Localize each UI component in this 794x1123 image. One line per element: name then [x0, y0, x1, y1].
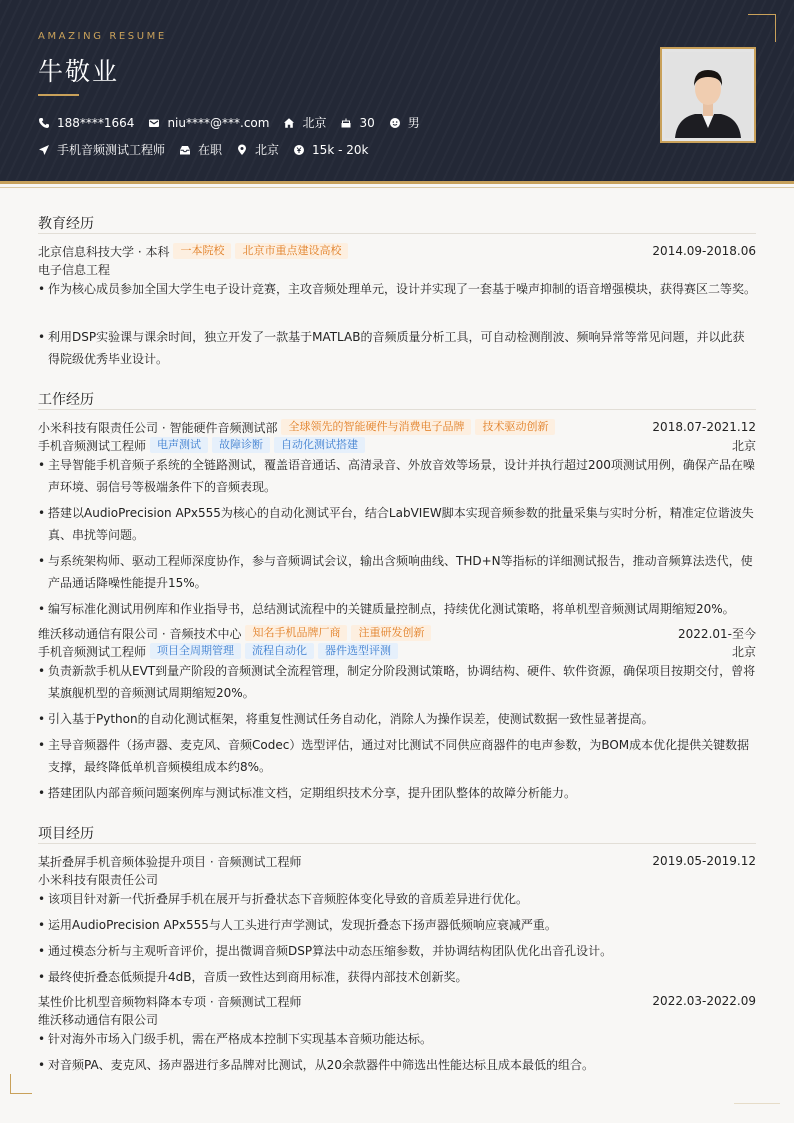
school-tag: 一本院校 [173, 243, 231, 259]
company-tag: 注重研发创新 [351, 625, 431, 641]
gender-face-icon [389, 117, 401, 129]
salary-item [293, 143, 368, 157]
section-title-work: 工作经历 [38, 392, 94, 408]
position-text: 手机音频测试工程师 [57, 143, 166, 157]
home-icon [283, 117, 295, 129]
money-icon [293, 144, 305, 156]
list-item: • 运用AudioPrecision APx555与人工头进行声学测试，发现折叠态下扬声器低频响应衰减严重。 [38, 914, 756, 936]
project-org-row [38, 870, 756, 888]
job-location: 北京 [731, 644, 756, 659]
education-header-row [38, 242, 756, 260]
list-item: • 编写标准化测试用例库和作业指导书，总结测试流程中的关键质量控制点，持续优化测试策略，将单机型音频测试周期缩短20%。 [38, 598, 756, 620]
list-item: • 最终使折叠态低频提升4dB，音质一致性达到商用标准，获得内部技术创新奖。 [38, 966, 756, 988]
company-tag: 知名手机品牌厂商 [245, 625, 347, 641]
project-org: 小米科技有限责任公司 [38, 872, 159, 887]
skill-tag: 项目全周期管理 [150, 643, 241, 659]
project-header-row [38, 992, 756, 1010]
section-rule [38, 843, 756, 844]
company-name: 维沃移动通信有限公司 · 音频技术中心 [38, 626, 242, 641]
age-item [340, 116, 374, 130]
footer-rule [734, 1103, 780, 1104]
job-period: 2022.01-至今 [678, 626, 756, 641]
school-tag: 北京市重点建设高校 [235, 243, 348, 259]
project-header-row [38, 852, 756, 870]
job-location: 北京 [731, 438, 756, 453]
location-pin-icon [236, 144, 248, 156]
job-period: 2018.07-2021.12 [652, 420, 756, 434]
list-item: • 针对海外市场入门级手机，需在严格成本控制下实现基本音频功能达标。 [38, 1028, 756, 1050]
skill-tag: 故障诊断 [212, 437, 270, 453]
list-item: • 作为核心成员参加全国大学生电子设计竞赛，主攻音频处理单元，设计并实现了一套基于噪声抑制的语音增强模块，获得赛区二等奖。 [38, 278, 756, 300]
contact-row [38, 114, 434, 131]
skill-tag: 电声测试 [150, 437, 208, 453]
project-name: 某性价比机型音频物料降本专项 · 音频测试工程师 [38, 994, 302, 1009]
salary-text: 15k - 20k [312, 142, 369, 157]
section-rule [38, 409, 756, 410]
phone-item [38, 116, 134, 130]
section-title-projects: 项目经历 [38, 826, 94, 842]
company-name: 小米科技有限责任公司 · 智能硬件音频测试部 [38, 420, 278, 435]
project-org: 维沃移动通信有限公司 [38, 1012, 159, 1027]
mail-icon [148, 117, 160, 129]
job-header-row [38, 418, 756, 436]
position-item [38, 141, 165, 158]
inbox-icon [179, 144, 191, 156]
list-item: • 主导音频器件（扬声器、麦克风、音频Codec）选型评估，通过对比测试不同供应商器件的电声参数，为BOM成本优化提供关键数据支撑，最终降低单机音频模组成本约8%。 [38, 734, 756, 778]
project-org-row [38, 1010, 756, 1028]
status-item [179, 141, 222, 158]
section-title-education: 教育经历 [38, 216, 94, 232]
list-item: • 该项目针对新一代折叠屏手机在展开与折叠状态下音频腔体变化导致的音质差异进行优化。 [38, 888, 756, 910]
resume-header [0, 0, 794, 184]
email-item [148, 116, 269, 130]
list-item: • 与系统架构师、驱动工程师深度协作，参与音频调试会议，输出含频响曲线、THD+N等指标的详细测试报告，推动音频算法迭代，使产品通话降噪性能提升15%。 [38, 550, 756, 594]
candidate-name: 牛敬业 [38, 57, 120, 86]
skill-tag: 自动化测试搭建 [274, 437, 365, 453]
project-period: 2022.03-2022.09 [652, 994, 756, 1008]
list-item: • 通过模态分析与主观听音评价，提出微调音频DSP算法中动态压缩参数，并协调结构团队优化出音孔设计。 [38, 940, 756, 962]
major-name: 电子信息工程 [38, 262, 111, 277]
project-name: 某折叠屏手机音频体验提升项目 · 音频测试工程师 [38, 854, 302, 869]
city-text: 北京 [302, 116, 327, 130]
section-rule [38, 233, 756, 234]
major-row [38, 260, 756, 278]
email-text: niu****@***.com [167, 115, 270, 130]
phone-text: 188****1664 [57, 115, 135, 130]
city-item [283, 114, 326, 131]
name-underline [38, 94, 79, 96]
school-name: 北京信息科技大学 · 本科 [38, 244, 170, 259]
gender-text: 男 [407, 116, 420, 130]
project-period: 2019.05-2019.12 [652, 854, 756, 868]
job-header-row [38, 624, 756, 642]
portrait-image [665, 52, 751, 138]
target-city-text: 北京 [255, 143, 280, 157]
phone-icon [38, 117, 50, 129]
job-intent-row [38, 141, 382, 158]
list-item: • 主导智能手机音频子系统的全链路测试，覆盖语音通话、高清录音、外放音效等场景，设计并执行超过200项测试用例，确保产品在噪声环境、弱信号等极端条件下的音频表现。 [38, 454, 756, 498]
job-role: 手机音频测试工程师 [38, 438, 147, 453]
header-eyebrow: AMAZING RESUME [38, 31, 167, 42]
list-item: • 引入基于Python的自动化测试框架，将重复性测试任务自动化，消除人为操作误差，使测试数据一致性显著提高。 [38, 708, 756, 730]
list-item: • 负责新款手机从EVT到量产阶段的音频测试全流程管理，制定分阶段测试策略，协调结构、硬件、软件资源，确保项目按期交付，曾将某旗舰机型的音频测试周期缩短20%。 [38, 660, 756, 704]
list-item: • 搭建以AudioPrecision APx555为核心的自动化测试平台，结合LabVIEW脚本实现音频参数的批量采集与实时分析，精准定位谐波失真、串扰等问题。 [38, 502, 756, 546]
skill-tag: 器件选型评测 [318, 643, 398, 659]
send-icon [38, 144, 50, 156]
corner-ornament [748, 14, 776, 42]
cake-icon [340, 117, 352, 129]
company-tag: 全球领先的智能硬件与消费电子品牌 [281, 419, 471, 435]
profile-photo [660, 47, 756, 143]
gender-item [389, 114, 420, 131]
job-role-row [38, 436, 756, 454]
skill-tag: 流程自动化 [245, 643, 314, 659]
status-text: 在职 [198, 143, 223, 157]
job-role: 手机音频测试工程师 [38, 644, 147, 659]
education-period: 2014.09-2018.06 [652, 244, 756, 258]
header-divider [0, 187, 794, 188]
job-role-row [38, 642, 756, 660]
age-text: 30 [359, 115, 375, 130]
list-item: • 利用DSP实验课与课余时间，独立开发了一款基于MATLAB的音频质量分析工具，可自动检测削波、频响异常等常见问题，并以此获得院级优秀毕业设计。 [38, 326, 756, 370]
target-city-item [236, 141, 279, 158]
list-item: • 对音频PA、麦克风、扬声器进行多品牌对比测试，从20余款器件中筛选出性能达标且成本最低的组合。 [38, 1054, 756, 1076]
corner-ornament [10, 1074, 32, 1094]
list-item: • 搭建团队内部音频问题案例库与测试标准文档，定期组织技术分享，提升团队整体的故障分析能力。 [38, 782, 756, 804]
company-tag: 技术驱动创新 [475, 419, 555, 435]
